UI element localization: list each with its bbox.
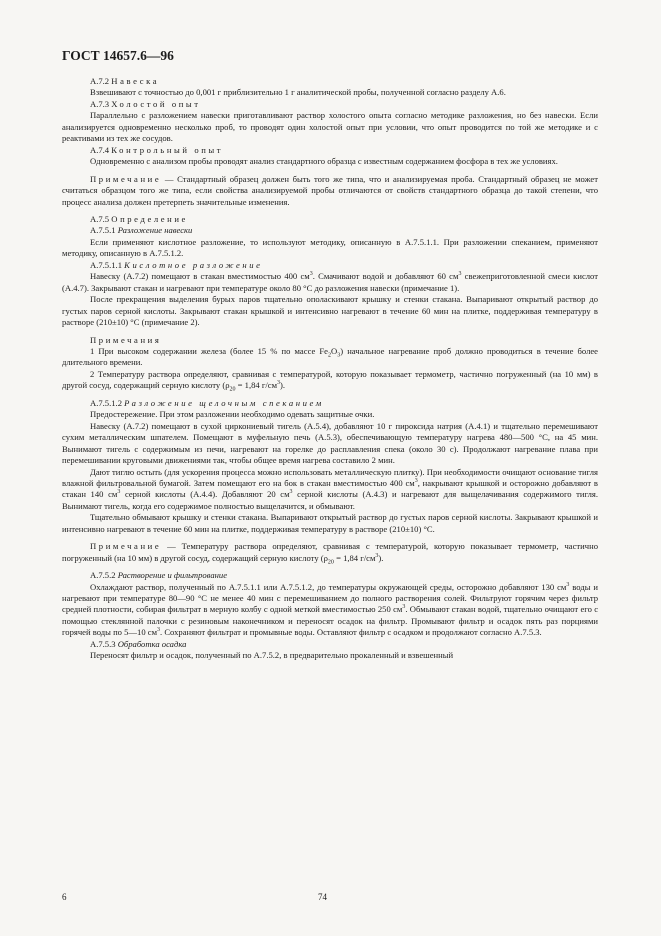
note: Примечание — Стандартный образец должен быть того же типа, что и анализируемая проба. Стандартный образец не может считаться образцом того же типа, если свойства анализируемой пробы отличаются от свойств стандартного образца до такой степени, что процесс анализа должен претерпеть значительные изменения.	[62, 173, 598, 207]
section-heading: А.7.5.3 Обработка осадка	[90, 638, 187, 649]
document-body	[62, 76, 598, 662]
paragraph: Если применяют кислотное разложение, то используют методику, описанную в А.7.5.1.1. При разложении спеканием, применяют методику, описанную в А.7.5.1.2.	[62, 236, 598, 259]
paragraph: После прекращения выделения бурых паров тщательно ополаскивают крышку и стенки стакана. Выпаривают открытый раствор до густых паров серной кислоты. Закрывают стакан крышкой и интенсивно нагревают в течение 60 мин на плитке, поддерживая температуру в растворе (210±10) °С (примечание 2).	[62, 294, 598, 328]
note-item: 2 Температуру раствора определяют, сравнивая с температурой, которую показывает термометр, частично погруженный (на 10 мм) в другой сосуд, содержащий серную кислоту ($\rho_{20} = 1,84$ $г/см^3$).	[62, 368, 598, 394]
document-header: ГОСТ 14657.6—96	[62, 48, 174, 63]
paragraph: Навеску (А.7.2) помещают в сухой циркониевый тигель (А.5.4), добавляют 10 г пироксида натрия (А.4.1) и тщательно перемешивают сухим металлическим шпателем. Помещают в муфельную печь (А.5.3), обеспечивающую температуру нагрева 480—500 °С, на 45 мин. Вынимают тигель с содержимым из печи, нагревают на горелке до расплавления спека (около 30 с). Продолжают нагревание плава при перемешивании круговыми движениями так, чтобы общее время нагрева составило 2 мин.	[62, 420, 598, 466]
note: Примечание — Температуру раствора определяют, сравнивая с температурой, которую показывает термометр, частично погруженный (на 10 мм) в другой сосуд, содержащий серную кислоту ($\rho_{20} = 1,84$ $г/см^3$).	[62, 541, 598, 566]
paragraph: Дают тиглю остыть (для ускорения процесса можно использовать металлическую плитку). При необходимости очищают основание тигля влажной фильтровальной бумагой. Затем помещают его на бок в стакан вместимостью 400 $см^3$, накрывают крышкой и осторожно добавляют в стакан 140 $см^3$ серной кислоты (А.4.4). Добавляют 20 $см^3$ серной кислоты (А.4.3) и нагревают для выщелачивания содержимого тигля. Вынимают тигель, когда его содержимое полностью выщелачится, и обмывают.	[62, 466, 599, 511]
paragraph: Навеску (А.7.2) помещают в стакан вместимостью 400 $см^3$. Смачивают водой и добавляют 60 $см^3$ свежеприготовленной смеси кислот (А.4.7). Закрывают стакан и нагревают при температуре около 80 °С до разложения навески (примечание 1).	[62, 271, 598, 293]
paragraph: Охлаждают раствор, полученный по А.7.5.1.1 или А.7.5.1.2, до температуры окружающей среды, осторожно добавляют 130 $см^3$ воды и нагревают при температуре 80—90 °С не менее 40 мин с перемешиванием до полного растворения солей. Фильтруют горячим через фильтр средней плотности, собирая фильтрат в мерную колбу с одной меткой вместимостью 250 $см^3$. Обмывают стакан водой, тщательно очищают его с помощью стеклянной палочки с резиновым наконечником и переносят осадок на фильтр. Промывают фильтр и осадок пять раз порциями горячей воды по 5—10 $см^3$. Сохраняют фильтрат и промывные воды. Оставляют фильтр с осадком и продолжают согласно А.7.5.3.	[62, 581, 599, 638]
paragraph: Тщательно обмывают крышку и стенки стакана. Выпаривают открытый раствор до густых паров серной кислоты. Закрывают крышкой и интенсивно нагревают в течение 60 мин на плитке, поддерживая температуру в растворе (210±10) °С.	[62, 512, 598, 534]
page-number: 6	[62, 892, 67, 902]
section-heading: А.7.2 Навеска	[90, 76, 160, 86]
note-item: 1 При высоком содержании железа (более 15 % по массе $Fe_2O_3$) начальное нагревание проб должно проводиться в течение более длительного времени.	[62, 345, 598, 368]
warning: Предостережение. При этом разложении необходимо одевать защитные очки.	[90, 409, 375, 420]
section-heading: А.7.3 Холостой опыт	[90, 98, 201, 109]
paragraph: Параллельно с разложением навески приготавливают раствор холостого опыта согласно методике разложения, но без навески. Если анализируется одновременно несколько проб, то проводят один холостой опыт при условии, что опыт проводится по той же методике и с реактивами из тех же сосудов.	[62, 110, 598, 144]
section-heading: А.7.4 Контрольный опыт	[90, 144, 224, 155]
notes-heading: Примечания	[90, 334, 162, 345]
section-heading: А.7.5 Определение	[90, 213, 188, 224]
section-heading: А.7.5.1.2 Разложение щелочным спеканием	[90, 397, 324, 408]
total-pages: 74	[318, 892, 327, 902]
section-heading: А.7.5.2 Растворение и фильтрование	[90, 570, 228, 581]
section-heading: А.7.5.1.1 Кислотное разложение	[90, 259, 263, 270]
paragraph: Одновременно с анализом пробы проводят анализ стандартного образца с известным содержанием фосфора в тех же условиях.	[90, 156, 558, 167]
paragraph: Переносят фильтр и осадок, полученный по А.7.5.2, в предварительно прокаленный и взвешенный	[90, 650, 454, 661]
section-heading: А.7.5.1 Разложение навески	[90, 225, 193, 236]
paragraph: Взвешивают с точностью до 0,001 г приблизительно 1 г аналитической пробы, полученной согласно разделу А.6.	[90, 87, 506, 98]
